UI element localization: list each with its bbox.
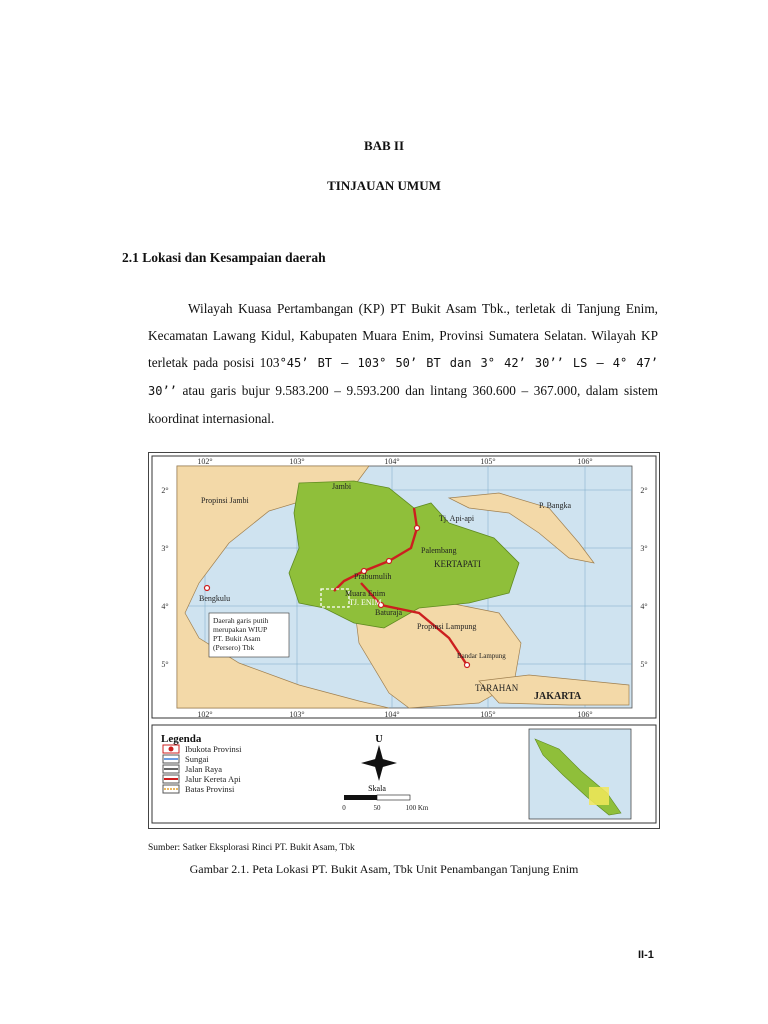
paragraph-coordinates: °45’ BT – 103° 50’ BT dan 3° 42’ 30’’ LS – 4° 47’ 30’’ [148,356,658,398]
place-label: Muara Enim [345,589,386,598]
lat-label: 3° [161,544,169,553]
body-paragraph [148,295,658,432]
wiup-note-line: PT. Bukit Asam [213,634,261,643]
figure-caption: Gambar 2.1. Peta Lokasi PT. Bukit Asam, Tbk Unit Penambangan Tanjung Enim [189,862,579,876]
place-label: TJ. ENIM [349,598,382,607]
page-number: II-1 [638,949,654,961]
lon-label: 103° [289,710,305,719]
legend-swatches [163,745,179,793]
place-label: KERTAPATI [434,559,481,569]
scale-tick: 0 [342,804,346,812]
lon-label: 105° [480,710,496,719]
place-label: P. Bangka [539,501,571,510]
lat-label: 2° [161,486,169,495]
section-heading: 2.1 Lokasi dan Kesampaian daerah [122,250,326,265]
lon-label: 103° [289,457,305,466]
place-label: Palembang [421,546,457,555]
place-label: Propinsi Jambi [201,496,249,505]
location-map-figure [148,452,660,829]
place-label: Tj. Api-api [439,514,475,523]
locator-inset [529,729,631,819]
place-label: Bengkulu [199,594,231,603]
scale-tick: 50 [373,804,381,812]
lat-label: 2° [640,486,648,495]
lon-label: 104° [384,710,400,719]
place-label: Jambi [332,482,352,491]
chapter-label: BAB II [363,138,405,153]
lat-label: 3° [640,544,648,553]
place-label: JAKARTA [534,691,582,702]
place-label: Baturaja [375,608,403,617]
wiup-note-line: Daerah garis putih [213,616,269,625]
wiup-note-line: (Persero) Tbk [213,643,255,652]
location-map [149,453,659,828]
scale-label: Skala [368,784,386,793]
lat-label: 5° [640,660,648,669]
lon-label: 102° [197,457,213,466]
legend-item: Jalan Raya [185,764,223,774]
lon-label: 106° [577,457,593,466]
legend-item: Jalur Kereta Api [185,774,241,784]
lat-label: 4° [640,602,648,611]
paragraph-text-2: atau garis bujur 9.583.200 – 9.593.200 dan lintang 360.600 – 367.000, dalam sistem koordinat internasional. [148,383,658,426]
place-label: Propinsi Lampung [417,622,477,631]
lat-label: 5° [161,660,169,669]
scale-tick: 100 Km [405,804,429,812]
paragraph-text-1: Wilayah Kuasa Pertambangan (KP) PT Bukit Asam Tbk., terletak di Tanjung Enim, Kecamatan Lawang Kidul, Kabupaten Muara Enim, Provinsi Sumatera Selatan. Wilayah KP terletak pada posisi 103 [148,301,658,370]
lat-label: 4° [161,602,169,611]
legend-item: Sungai [185,754,209,764]
lon-label: 106° [577,710,593,719]
scale-bar [344,795,410,800]
wiup-note-line: merupakan WIUP [213,625,268,634]
lon-label: 102° [197,710,213,719]
figure-source: Sumber: Satker Eksplorasi Rinci PT. Bukit Asam, Tbk [148,843,355,853]
legend-item: Batas Provinsi [185,784,235,794]
compass-label: U [375,734,383,745]
place-label: TARAHAN [475,683,519,693]
lon-label: 104° [384,457,400,466]
place-label: Bandar Lampung [457,652,506,660]
lon-label: 105° [480,457,496,466]
legend-title: Legenda [161,733,202,745]
chapter-title: TINJAUAN UMUM [327,178,441,193]
legend-item: Ibukota Provinsi [185,744,242,754]
place-label: Prabumulih [354,572,392,581]
